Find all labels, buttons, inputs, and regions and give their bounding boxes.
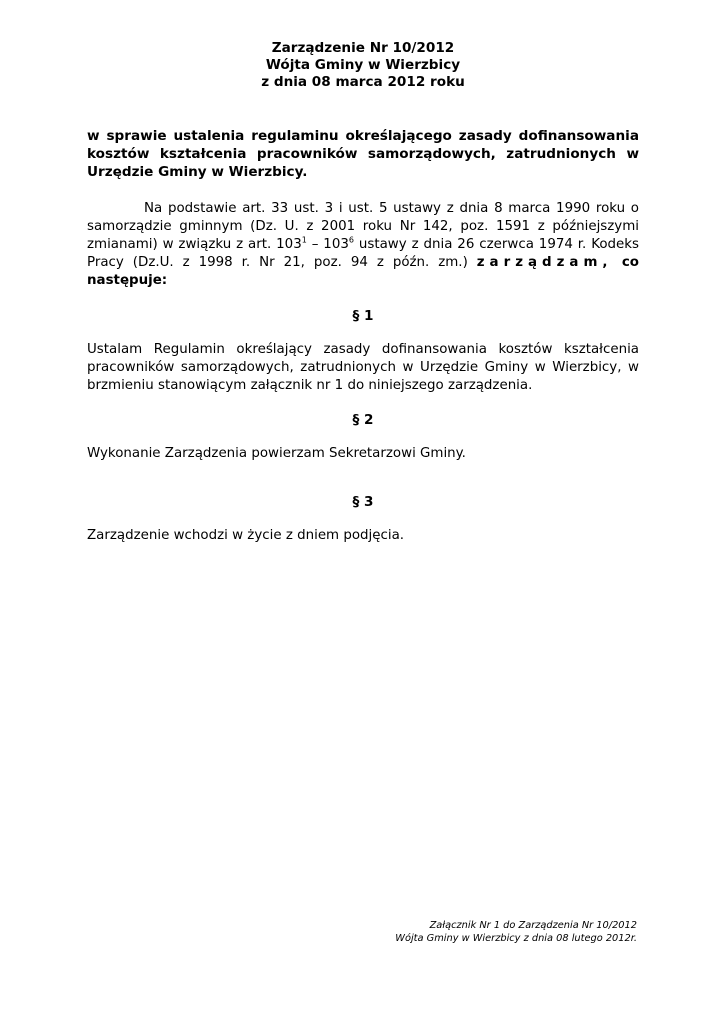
ordinance-number: Zarządzenie Nr 10/2012 [271, 40, 455, 56]
decree-tail: co następuje: [87, 255, 639, 288]
legal-basis-text-3: ustawy z dnia 26 czerwca 1974 r. Kodeks Pracy (Dz.U. z 1998 r. Nr 21, poz. 94 z późn. zm.) [87, 237, 639, 270]
ordinance-subject: w sprawie ustalenia regulaminu określającego zasady dofinansowania kosztów kształcenia pracowników samorządowych, zatrudnionych w Urzędzie Gminy w Wierzbicy. [87, 128, 639, 180]
decree-word: zarządzam, [476, 255, 613, 270]
legal-basis-paragraph [87, 200, 639, 290]
legal-basis-text-2: – 103 [306, 237, 349, 252]
ordinance-issuer: Wójta Gminy w Wierzbicy [265, 57, 461, 73]
section-1-sign: § 1 [352, 308, 374, 324]
section-2-text: Wykonanie Zarządzenia powierzam Sekretarzowi Gminy. [87, 446, 466, 461]
section-2-sign: § 2 [352, 412, 374, 428]
ordinance-date: z dnia 08 marca 2012 roku [261, 74, 465, 90]
document-page [87, 40, 639, 545]
legal-basis-text-1: Na podstawie art. 33 ust. 3 i ust. 5 ustawy z dnia 8 marca 1990 roku o samorządzie gminnym (Dz. U. z 2001 roku Nr 142, poz. 1591 z późniejszymi zmianami) w związku z art. 103 [87, 201, 639, 252]
section-3-sign: § 3 [352, 494, 374, 510]
attachment-note-line-1: Załącznik Nr 1 do Zarządzenia Nr 10/2012 [429, 920, 637, 931]
section-1-text: Ustalam Regulamin określający zasady dofinansowania kosztów kształcenia pracowników samorządowych, zatrudnionych w Urzędzie Gminy w Wierzbicy, w brzmieniu stanowiącym załącznik nr 1 do niniejszego zarządzenia. [87, 342, 639, 393]
attachment-note-line-2: Wójta Gminy w Wierzbicy z dnia 08 lutego 2012r. [395, 933, 637, 944]
article-superscript-1: 1 [301, 235, 307, 245]
attachment-note [395, 919, 637, 945]
section-3-text: Zarządzenie wchodzi w życie z dniem podjęcia. [87, 528, 405, 543]
document-header [87, 40, 639, 91]
article-superscript-6: 6 [348, 235, 354, 245]
